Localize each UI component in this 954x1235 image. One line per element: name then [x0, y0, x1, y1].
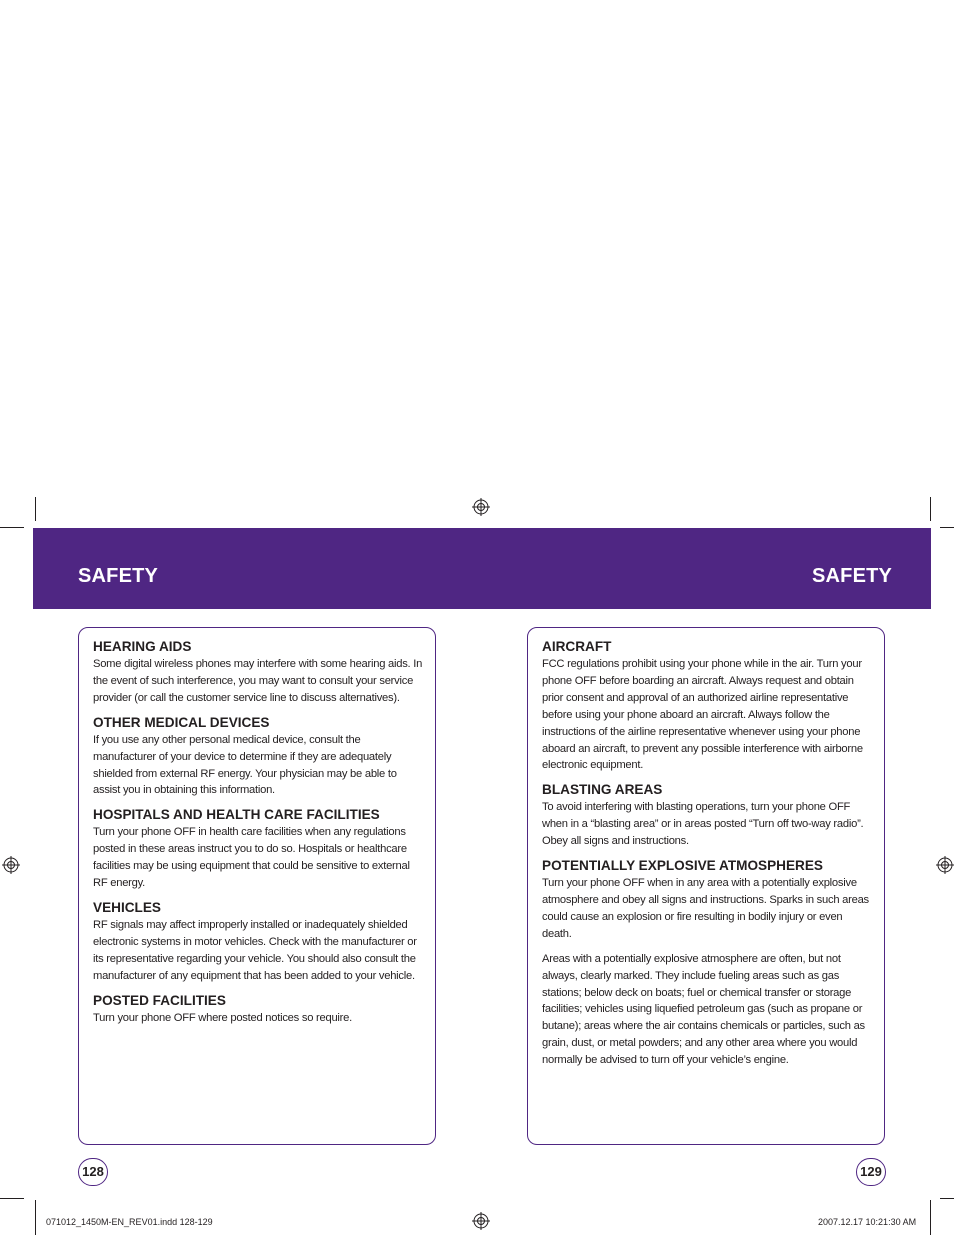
- crop-mark-icon: [35, 1200, 36, 1235]
- content-panel-right: [527, 627, 885, 1145]
- section-posted-facilities: [93, 993, 423, 1027]
- section-vehicles: [93, 900, 423, 985]
- section-heading: AIRCRAFT: [542, 639, 612, 654]
- registration-mark-icon: [2, 856, 20, 874]
- crop-mark-icon: [930, 1200, 931, 1235]
- registration-mark-icon: [936, 856, 954, 874]
- crop-mark-icon: [0, 527, 24, 528]
- section-hospitals: [93, 807, 423, 892]
- section-paragraph: Turn your phone OFF when in any area with a potentially explosive atmosphere and obey all signs and instructions. Sparks in such areas could cause an explosion or fire resulting in bodily injury or even death.: [542, 877, 869, 940]
- section-heading: OTHER MEDICAL DEVICES: [93, 714, 270, 730]
- section-paragraph: Areas with a potentially explosive atmosphere are often, but not always, clearly marked. They include fueling areas such as gas stations; below deck on boats; fuel or chemical transfer or storage facilities; vehicles using liquefied petroleum gas (such as propane or butane); areas where the air contains chemicals or particles, such as grain, dust, or metal powders; and any other area where you would normally be advised to turn off your vehicle’s engine.: [542, 952, 865, 1067]
- section-aircraft: [542, 639, 872, 774]
- content-panel-left: [78, 627, 436, 1145]
- section-heading: POSTED FACILITIES: [93, 992, 226, 1008]
- section-other-medical-devices: [93, 715, 423, 800]
- page-title-right: SAFETY: [812, 565, 893, 587]
- section-paragraph: RF signals may affect improperly installed or inadequately shielded electronic systems in motor vehicles. Check with the manufacturer or its representative regarding your vehicle. You should also consult the manufacturer of any equipment that has been added to your vehicle.: [93, 918, 417, 982]
- page-number-right: 129: [856, 1158, 886, 1186]
- crop-mark-icon: [930, 497, 931, 521]
- crop-mark-icon: [0, 1198, 24, 1199]
- section-heading: HEARING AIDS: [93, 639, 192, 654]
- crop-mark-icon: [940, 527, 954, 528]
- print-slug-timestamp: 2007.12.17 10:21:30 AM: [818, 1217, 917, 1227]
- crop-mark-icon: [940, 1198, 954, 1199]
- section-blasting-areas: [542, 782, 872, 850]
- section-explosive-atmospheres: [542, 858, 872, 1069]
- section-hearing-aids: [93, 639, 423, 707]
- section-paragraph: To avoid interfering with blasting operations, turn your phone OFF when in a “blasting area” or in areas posted “Turn off two-way radio”. Obey all signs and instructions.: [542, 801, 864, 848]
- section-paragraph: Some digital wireless phones may interfere with some hearing aids. In the event of such interference, you may want to consult your service provider (or call the customer service line to discuss alternatives).: [93, 658, 423, 704]
- section-heading: POTENTIALLY EXPLOSIVE ATMOSPHERES: [542, 858, 823, 874]
- header-banner: [33, 528, 931, 609]
- section-paragraph: FCC regulations prohibit using your phone while in the air. Turn your phone OFF before boarding an aircraft. Always request and obtain prior consent and approval of an authorized airline representative before using your phone aboard an aircraft. Always follow the instructions of the airline representative whenever using your phone aboard an aircraft, to prevent any possible interference with airborne electronic equipment.: [542, 658, 863, 772]
- section-paragraph: Turn your phone OFF in health care facilities when any regulations posted in these areas instruct you to do so. Hospitals or healthcare facilities may be using equipment that could be sensitive to external RF energy.: [93, 826, 410, 890]
- registration-mark-icon: [472, 1212, 490, 1230]
- section-paragraph: If you use any other personal medical device, consult the manufacturer of your device to determine if they are adequately shielded from external RF energy. Your physician may be able to assist you in obtaining this information.: [93, 733, 397, 797]
- page-number-left: 128: [78, 1158, 108, 1186]
- section-heading: VEHICLES: [93, 899, 161, 915]
- print-slug-filename: 071012_1450M-EN_REV01.indd 128-129: [46, 1217, 213, 1227]
- section-paragraph: Turn your phone OFF where posted notices so require.: [93, 1011, 352, 1024]
- page-title-left: SAFETY: [78, 565, 159, 587]
- crop-mark-icon: [35, 497, 36, 521]
- registration-mark-icon: [472, 498, 490, 516]
- section-heading: HOSPITALS AND HEALTH CARE FACILITIES: [93, 807, 380, 823]
- section-heading: BLASTING AREAS: [542, 782, 663, 798]
